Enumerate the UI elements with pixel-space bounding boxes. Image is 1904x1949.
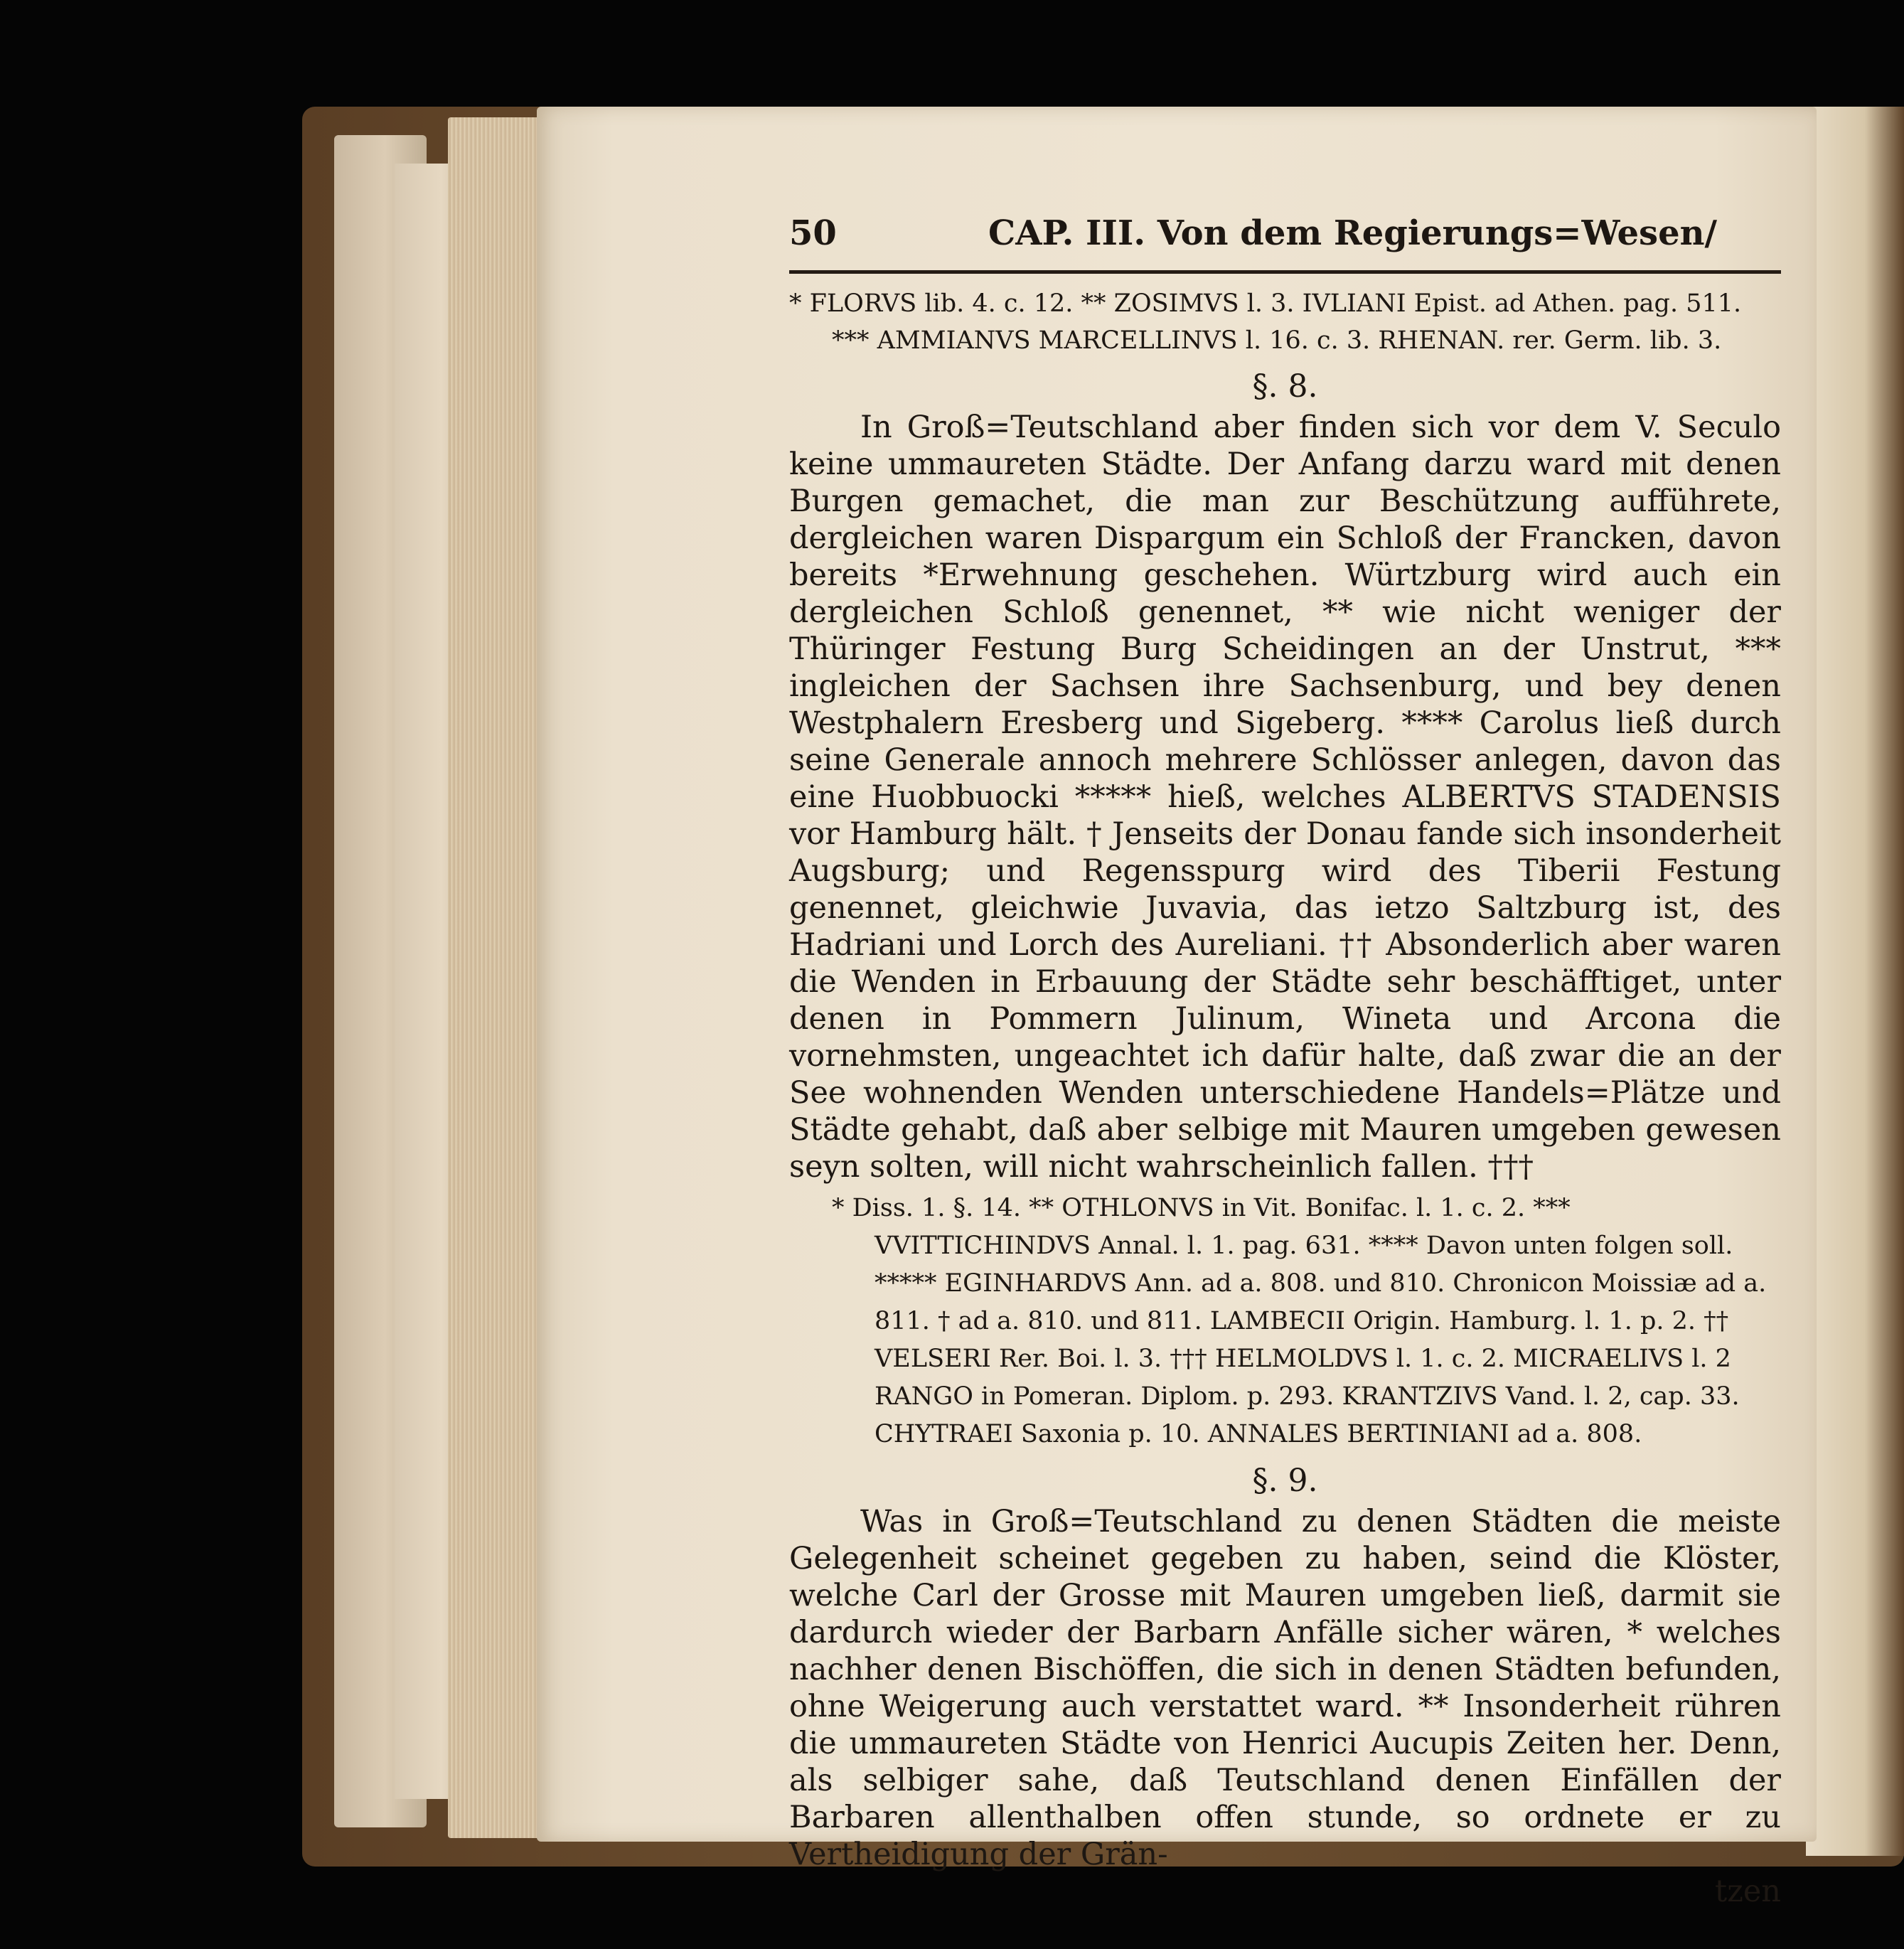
page-text — [789, 213, 1781, 1910]
page-number: 50 — [789, 213, 837, 253]
page-header — [789, 213, 1781, 269]
section-8-footnotes: * Diss. 1. §. 14. ** OTHLONVS in Vit. Bonifac. l. 1. c. 2. *** VVITTICHINDVS Annal. l. 1. pag. 631. **** Davon unten folgen soll. ***** EGINHARDVS Ann. ad a. 808. und 810. Chronicon Moissiæ ad a. 811. † ad a. 810. und 811. LAMBECII Origin. Hamburg. l. 1. p. 2. †† VELSERI Rer. Boi. l. 3. ††† HELMOLDVS l. 1. c. 2. MICRAELIVS l. 2 RANGO in Pomeran. Diplom. p. 293. KRANTZIVS Vand. l. 2, cap. 33. CHYTRAEI Saxonia p. 10. ANNALES BERTINIANI ad a. 808. — [832, 1194, 1767, 1448]
running-title: CAP. III. Von dem Regierungs=Wesen/ — [988, 213, 1718, 253]
catchword: tzen — [1714, 1874, 1781, 1909]
page-edges — [448, 117, 547, 1838]
right-page-edge — [1806, 107, 1904, 1856]
section-8-heading: §. 8. — [1252, 368, 1318, 405]
section-9-text: Was in Groß=Teutschland zu denen Städten die meiste Gelegenheit scheinet gegeben zu haben, seind die Klöster, welche Carl der Grosse mit Mauren umgeben ließ, darmit sie dardurch wieder der Barbarn Anfälle sicher wären, * welches nachher denen Bischöffen, die sich in denen Städten befunden, ohne Weigerung auch verstattet ward. ** Insonderheit rühren die ummaureten Städte von Henrici Aucupis Zeiten her. Denn, als selbiger sahe, daß Teutschland denen Einfällen der Barbaren allenthalben offen stunde, so ordnete er zu Vertheidigung der Grän- — [789, 1504, 1781, 1872]
section-8-text: In Groß=Teutschland aber finden sich vor dem V. Seculo keine ummaureten Städte. Der Anfang darzu ward mit denen Burgen gemachet, die man zur Beschützung aufführete, dergleichen waren Dispargum ein Schloß der Francken, davon bereits *Erwehnung geschehen. Würtzburg wird auch ein dergleichen Schloß genennet, ** wie nicht weniger der Thüringer Festung Burg Scheidingen an der Unstrut, *** ingleichen der Sachsen ihre Sachsenburg, und bey denen Westphalern Eresberg und Sigeberg. **** Carolus ließ durch seine Generale annoch mehrere Schlösser anlegen, davon das eine Huobbuocki ***** hieß, welches ALBERTVS STADENSIS vor Hamburg hält. † Jenseits der Donau fande sich insonderheit Augsburg; und Regensspurg wird des Tiberii Festung genennet, gleichwie Juvavia, das ietzo Saltzburg ist, des Hadriani und Lorch des Aureliani. †† Absonderlich aber waren die Wenden in Erbauung der Städte sehr beschäfftiget, unter denen in Pommern Julinum, Wineta und Arcona die vornehmsten, ungeachtet ich dafür halte, daß zwar die an der See wohnenden Wenden unterschiedene Handels=Plätze und Städte gehabt, daß aber selbige mit Mauren umgeben gewesen seyn solten, will nicht wahrscheinlich fallen. ††† — [789, 410, 1781, 1185]
top-footnotes: * FLORVS lib. 4. c. 12. ** ZOSIMVS l. 3. IVLIANI Epist. ad Athen. pag. 511. *** AMMIANVS MARCELLINVS l. 16. c. 3. RHENAN. rer. Germ. lib. 3. — [789, 289, 1742, 355]
section-9-heading: §. 9. — [1252, 1463, 1318, 1499]
header-rule — [789, 270, 1781, 274]
